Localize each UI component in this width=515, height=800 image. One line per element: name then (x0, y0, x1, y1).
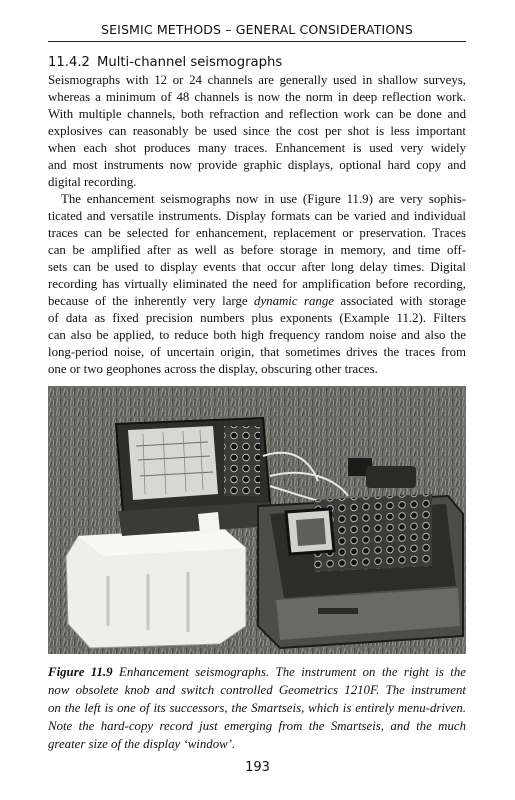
text-line: long-period noise, of uncertain origin, that sometimes drives the traces from (48, 345, 466, 359)
body-text (48, 72, 466, 378)
text-line: ticated and versatile instruments. Display formats can be varied and individual (48, 209, 466, 223)
text-line: traces can be selected for enhancement, replacement or preservation. Traces (48, 226, 466, 240)
seismograph-photo (48, 386, 466, 654)
text-run: because of the inherently very large (48, 294, 248, 308)
section-number: 11.4.2 (48, 55, 90, 70)
text-line: when each shot produces many traces. Enhancement is used very widely (48, 141, 466, 155)
caption-line (48, 663, 466, 681)
caption-line: greater size of the display ‘window’. (48, 737, 236, 751)
text-line: and most instruments now provide graphic displays, optional hard copy and (48, 158, 466, 172)
text-run: associated with storage (340, 294, 467, 308)
page-number: 193 (245, 760, 270, 775)
text-line: whereas a minimum of 48 channels is now the norm in deep reflection work. (48, 90, 466, 104)
header-rule (48, 41, 466, 42)
figure-caption (48, 663, 466, 753)
figure-label: Figure 11.9 (48, 665, 113, 679)
section-heading (48, 55, 282, 70)
emphasis-term: dynamic range (254, 294, 334, 308)
text-line: The enhancement seismographs now in use (Figure 11.9) are very sophis- (61, 192, 466, 206)
text-line: Seismographs with 12 or 24 channels are generally used in shallow surveys, (48, 73, 466, 87)
caption-line: Note the hard-copy record just emerging from the Smartseis, and the much (48, 719, 466, 733)
section-title: Multi-channel seismographs (96, 55, 283, 70)
text-line: recording has virtually eliminated the need for amplification before recording, (48, 277, 466, 291)
text-line: one or two geophones across the display, obscuring other traces. (48, 362, 378, 376)
text-line: explosives can reasonably be used since the cost per shot is less important (48, 124, 466, 138)
caption-line: on the left is one of its successors, the Smartseis, which is entirely menu-driven. (48, 701, 466, 715)
text-line (48, 293, 466, 310)
text-line: of data as fixed precision numbers plus exponents (Example 11.2). Filters (48, 311, 466, 325)
caption-text: Enhancement seismographs. The instrument on the right is the (118, 665, 466, 679)
text-line: can be amplified after as well as before storage in memory, and time off- (48, 243, 466, 257)
caption-line: now obsolete knob and switch controlled Geometrics 1210F. The instrument (48, 683, 466, 697)
running-head: SEISMIC METHODS – GENERAL CONSIDERATIONS (101, 22, 413, 37)
text-line: can also be applied, to reduce both high frequency random noise and also the (48, 328, 466, 342)
text-line: digital recording. (48, 175, 137, 189)
text-line: sets can be used to display events that occur after long delay times. Digital (48, 260, 466, 274)
text-line: With multiple channels, both refraction and reflection work can be done and (48, 107, 466, 121)
